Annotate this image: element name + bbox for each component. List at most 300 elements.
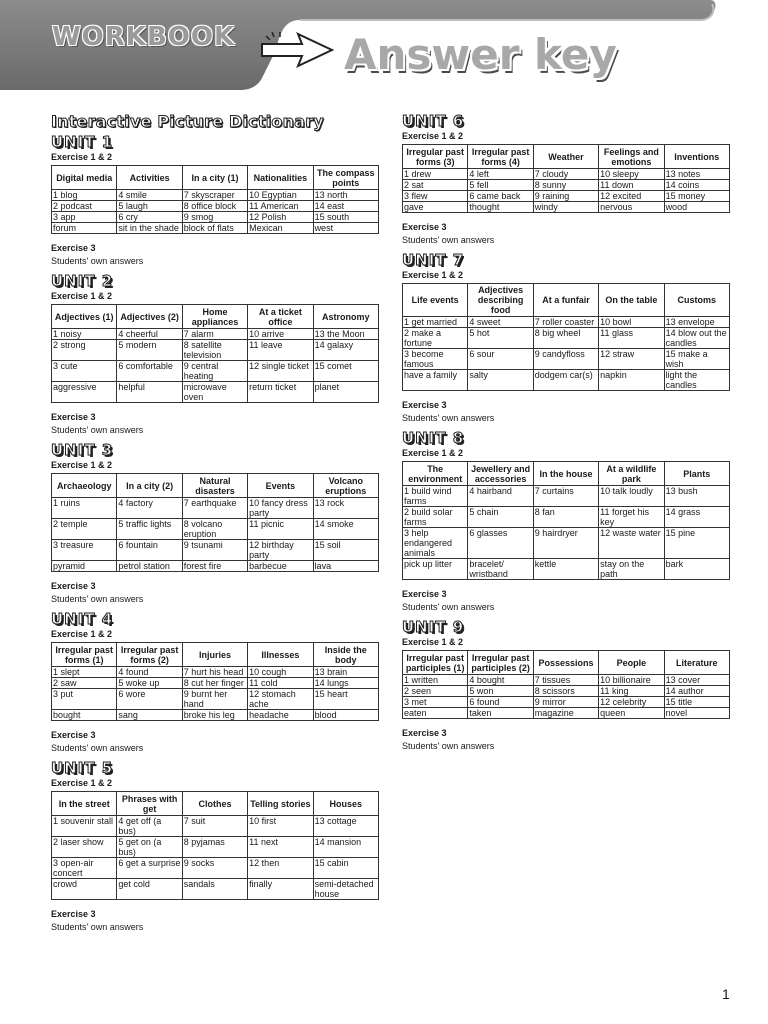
table-cell: 15 make a wish [664, 349, 729, 370]
table-cell: 6 came back [468, 191, 533, 202]
unit-6 [402, 112, 730, 245]
table-cell: taken [468, 708, 533, 719]
table-header-row [52, 792, 379, 816]
exercise-label: Exercise 1 & 2 [402, 131, 464, 141]
table-cell: 10 bowl [599, 317, 664, 328]
table-cell: 12 single ticket [248, 361, 313, 382]
table-cell: 3 become famous [403, 349, 468, 370]
table-cell: 14 author [664, 686, 729, 697]
table-cell: pick up litter [403, 559, 468, 580]
exercise-3-label: Exercise 3 [402, 222, 447, 232]
exercise-3-label: Exercise 3 [51, 581, 96, 591]
table-cell: forest fire [182, 561, 247, 572]
unit-title: UNIT 5 [51, 759, 114, 777]
table-cell: 11 forget his key [599, 507, 664, 528]
column-header: Inside the body [313, 643, 378, 667]
unit-title: UNIT 2 [51, 272, 114, 290]
table-cell: microwave oven [182, 382, 247, 403]
table-row [403, 169, 730, 180]
table-cell: 8 scissors [533, 686, 598, 697]
students-answer-note: Students' own answers [51, 425, 144, 435]
table-cell: 4 cheerful [117, 329, 182, 340]
column-header: Injuries [182, 643, 247, 667]
table-cell: 6 sour [468, 349, 533, 370]
table-cell: 3 cute [52, 361, 117, 382]
table-cell: 5 won [468, 686, 533, 697]
table-cell: 10 sleepy [599, 169, 664, 180]
column-header: Adjectives describing food [468, 284, 533, 317]
table-cell: 9 smog [182, 212, 247, 223]
table-cell: helpful [117, 382, 182, 403]
right-column [402, 112, 730, 757]
table-cell: 14 lungs [313, 678, 378, 689]
table-cell: 9 central heating [182, 361, 247, 382]
column-header: In a city (1) [182, 166, 247, 190]
table-row [52, 223, 379, 234]
unit-title: UNIT 7 [402, 251, 465, 269]
table-cell: 1 written [403, 675, 468, 686]
column-header: Archaeology [52, 474, 117, 498]
table-cell: 15 money [664, 191, 729, 202]
table-row [403, 202, 730, 213]
table-cell: 8 satellite television [182, 340, 247, 361]
table-cell: sandals [182, 879, 247, 900]
exercise-label: Exercise 1 & 2 [402, 448, 464, 458]
table-cell: 7 roller coaster [533, 317, 598, 328]
column-header: Irregular past participles (1) [403, 651, 468, 675]
table-cell: 7 alarm [182, 329, 247, 340]
table-row [52, 667, 379, 678]
table-cell: aggressive [52, 382, 117, 403]
column-header: The environment [403, 462, 468, 486]
table-cell: 3 help endangered animals [403, 528, 468, 559]
table-cell: 3 app [52, 212, 117, 223]
column-header: Feelings and emotions [599, 145, 664, 169]
column-header: Adjectives (2) [117, 305, 182, 329]
table-cell: get cold [117, 879, 182, 900]
left-column [51, 112, 379, 938]
table-row [52, 329, 379, 340]
table-cell: 8 sunny [533, 180, 598, 191]
column-header: Irregular past forms (3) [403, 145, 468, 169]
answer-table [402, 461, 730, 580]
table-header-row [52, 305, 379, 329]
table-cell: finally [248, 879, 313, 900]
table-cell: 14 grass [664, 507, 729, 528]
table-cell: 6 found [468, 697, 533, 708]
table-cell: 6 get a surprise [117, 858, 182, 879]
unit-title: UNIT 6 [402, 112, 465, 130]
unit-9 [402, 618, 730, 751]
column-header: Weather [533, 145, 598, 169]
table-cell: planet [313, 382, 378, 403]
table-cell: thought [468, 202, 533, 213]
table-header-row [403, 651, 730, 675]
table-cell: 8 big wheel [533, 328, 598, 349]
students-answer-note: Students' own answers [51, 594, 144, 604]
table-cell: 11 king [599, 686, 664, 697]
table-cell: barbecue [248, 561, 313, 572]
table-row [403, 686, 730, 697]
column-header: Life events [403, 284, 468, 317]
table-cell: 3 open-air concert [52, 858, 117, 879]
table-cell: 11 American [248, 201, 313, 212]
table-cell: 13 bush [664, 486, 729, 507]
exercise-3-label: Exercise 3 [51, 730, 96, 740]
table-cell: 8 cut her finger [182, 678, 247, 689]
table-cell: 7 hurt his head [182, 667, 247, 678]
table-header-row [403, 462, 730, 486]
table-row [52, 190, 379, 201]
table-cell: 13 cover [664, 675, 729, 686]
table-cell: 11 leave [248, 340, 313, 361]
column-header: Astronomy [313, 305, 378, 329]
table-cell: 4 sweet [468, 317, 533, 328]
arrow-icon [258, 26, 338, 72]
students-answer-note: Students' own answers [51, 743, 144, 753]
table-cell: 14 mansion [313, 837, 378, 858]
table-cell: 7 curtains [533, 486, 598, 507]
table-cell: 8 pyjamas [182, 837, 247, 858]
table-cell: 10 arrive [248, 329, 313, 340]
table-cell: 12 then [248, 858, 313, 879]
table-cell: 7 cloudy [533, 169, 598, 180]
column-header: At a ticket office [248, 305, 313, 329]
table-cell: 2 laser show [52, 837, 117, 858]
table-cell: 12 celebrity [599, 697, 664, 708]
column-header: Events [248, 474, 313, 498]
table-row [403, 349, 730, 370]
table-cell: nervous [599, 202, 664, 213]
column-header: The compass points [313, 166, 378, 190]
table-cell: 13 cottage [313, 816, 378, 837]
table-cell: return ticket [248, 382, 313, 403]
unit-title: UNIT 3 [51, 441, 114, 459]
table-cell: semi-detached house [313, 879, 378, 900]
column-header: Possessions [533, 651, 598, 675]
table-cell: 9 socks [182, 858, 247, 879]
answer-table [51, 473, 379, 572]
table-cell: 4 hairband [468, 486, 533, 507]
table-cell: 13 the Moon [313, 329, 378, 340]
unit-1 [51, 133, 379, 266]
table-cell: sit in the shade [117, 223, 182, 234]
table-row [403, 559, 730, 580]
table-cell: 2 build solar farms [403, 507, 468, 528]
unit-8 [402, 429, 730, 612]
table-cell: 2 make a fortune [403, 328, 468, 349]
table-cell: 1 get married [403, 317, 468, 328]
table-cell: stay on the path [599, 559, 664, 580]
table-cell: 3 met [403, 697, 468, 708]
table-cell: 6 comfortable [117, 361, 182, 382]
table-row [403, 370, 730, 391]
answer-table [51, 791, 379, 900]
table-row [403, 697, 730, 708]
unit-2 [51, 272, 379, 435]
table-row [52, 201, 379, 212]
table-cell: 7 earthquake [182, 498, 247, 519]
answer-table [51, 165, 379, 234]
column-header: Inventions [664, 145, 729, 169]
page-number: 1 [722, 986, 730, 1002]
table-cell: 3 flew [403, 191, 468, 202]
table-cell: 10 cough [248, 667, 313, 678]
exercise-label: Exercise 1 & 2 [51, 629, 113, 639]
table-cell: 1 noisy [52, 329, 117, 340]
table-cell: 4 left [468, 169, 533, 180]
table-cell: 14 coins [664, 180, 729, 191]
column-header: Irregular past forms (1) [52, 643, 117, 667]
table-cell: 9 tsunami [182, 540, 247, 561]
table-row [52, 498, 379, 519]
table-cell: 14 east [313, 201, 378, 212]
table-cell: 11 cold [248, 678, 313, 689]
exercise-3-label: Exercise 3 [51, 909, 96, 919]
unit-title: UNIT 1 [51, 133, 114, 151]
table-row [52, 678, 379, 689]
column-header: Clothes [182, 792, 247, 816]
table-cell: 1 slept [52, 667, 117, 678]
table-header-row [52, 474, 379, 498]
table-cell: 9 mirror [533, 697, 598, 708]
column-header: Adjectives (1) [52, 305, 117, 329]
table-row [52, 816, 379, 837]
table-cell: 4 smile [117, 190, 182, 201]
table-cell: 6 fountain [117, 540, 182, 561]
students-answer-note: Students' own answers [51, 922, 144, 932]
table-cell: 1 drew [403, 169, 468, 180]
table-row [403, 191, 730, 202]
table-cell: 10 fancy dress party [248, 498, 313, 519]
exercise-label: Exercise 1 & 2 [51, 291, 113, 301]
table-cell: 1 build wind farms [403, 486, 468, 507]
answer-table [51, 642, 379, 721]
column-header: In a city (2) [117, 474, 182, 498]
column-header: Digital media [52, 166, 117, 190]
answer-table [402, 650, 730, 719]
answer-key-title: Answer key [344, 30, 617, 79]
exercise-label: Exercise 1 & 2 [402, 637, 464, 647]
exercise-label: Exercise 1 & 2 [51, 778, 113, 788]
table-cell: headache [248, 710, 313, 721]
table-cell: 11 picnic [248, 519, 313, 540]
answer-table [51, 304, 379, 403]
column-header: Natural disasters [182, 474, 247, 498]
column-header: Home appliances [182, 305, 247, 329]
column-header: In the street [52, 792, 117, 816]
table-row [52, 858, 379, 879]
table-cell: 13 notes [664, 169, 729, 180]
exercise-label: Exercise 1 & 2 [51, 460, 113, 470]
table-cell: 2 seen [403, 686, 468, 697]
table-cell: 5 modern [117, 340, 182, 361]
table-cell: 14 blow out the candles [664, 328, 729, 349]
table-cell: 11 glass [599, 328, 664, 349]
students-answer-note: Students' own answers [402, 235, 495, 245]
table-row [52, 689, 379, 710]
table-cell: 2 sat [403, 180, 468, 191]
table-cell: west [313, 223, 378, 234]
table-cell: 8 office block [182, 201, 247, 212]
unit-title: UNIT 8 [402, 429, 465, 447]
table-cell: 6 wore [117, 689, 182, 710]
table-cell: 13 north [313, 190, 378, 201]
table-cell: crowd [52, 879, 117, 900]
column-header: Irregular past forms (4) [468, 145, 533, 169]
table-row [403, 180, 730, 191]
table-cell: dodgem car(s) [533, 370, 598, 391]
table-cell: 12 excited [599, 191, 664, 202]
column-header: Illnesses [248, 643, 313, 667]
unit-3 [51, 441, 379, 604]
column-header: Irregular past participles (2) [468, 651, 533, 675]
students-answer-note: Students' own answers [402, 413, 495, 423]
table-cell: light the candles [664, 370, 729, 391]
exercise-3-label: Exercise 3 [402, 728, 447, 738]
table-cell: 15 south [313, 212, 378, 223]
table-cell: 9 hairdryer [533, 528, 598, 559]
table-cell: novel [664, 708, 729, 719]
table-cell: forum [52, 223, 117, 234]
table-cell: 4 found [117, 667, 182, 678]
table-cell: 5 traffic lights [117, 519, 182, 540]
table-cell: 4 factory [117, 498, 182, 519]
table-cell: 5 laugh [117, 201, 182, 212]
table-cell: salty [468, 370, 533, 391]
table-cell: 12 straw [599, 349, 664, 370]
table-cell: 12 birthday party [248, 540, 313, 561]
unit-4 [51, 610, 379, 753]
unit-title: UNIT 4 [51, 610, 114, 628]
table-cell: 14 galaxy [313, 340, 378, 361]
table-cell: 14 smoke [313, 519, 378, 540]
column-header: Irregular past forms (2) [117, 643, 182, 667]
table-cell: 13 envelope [664, 317, 729, 328]
table-cell: 4 get off (a bus) [117, 816, 182, 837]
table-cell: 13 rock [313, 498, 378, 519]
column-header: Volcano eruptions [313, 474, 378, 498]
dictionary-title: Interactive Picture Dictionary [51, 112, 324, 131]
table-cell: eaten [403, 708, 468, 719]
answer-table [402, 283, 730, 391]
students-answer-note: Students' own answers [402, 741, 495, 751]
table-cell: bark [664, 559, 729, 580]
table-cell: 12 Polish [248, 212, 313, 223]
table-cell: bracelet/ wristband [468, 559, 533, 580]
table-cell: 7 skyscraper [182, 190, 247, 201]
column-header: Literature [664, 651, 729, 675]
table-cell: 10 first [248, 816, 313, 837]
table-cell: 15 soil [313, 540, 378, 561]
table-header-row [52, 643, 379, 667]
table-row [403, 528, 730, 559]
table-cell: 2 temple [52, 519, 117, 540]
exercise-label: Exercise 1 & 2 [402, 270, 464, 280]
table-row [52, 382, 379, 403]
table-row [52, 837, 379, 858]
table-cell: 6 cry [117, 212, 182, 223]
table-cell: broke his leg [182, 710, 247, 721]
exercise-3-label: Exercise 3 [402, 400, 447, 410]
table-cell: block of flats [182, 223, 247, 234]
table-cell: kettle [533, 559, 598, 580]
table-row [52, 361, 379, 382]
table-row [52, 879, 379, 900]
table-cell: lava [313, 561, 378, 572]
table-cell: 1 souvenir stall [52, 816, 117, 837]
table-cell: 7 tissues [533, 675, 598, 686]
table-row [52, 540, 379, 561]
table-cell: 12 stomach ache [248, 689, 313, 710]
column-header: People [599, 651, 664, 675]
column-header: In the house [533, 462, 598, 486]
answer-table [402, 144, 730, 213]
table-header-row [52, 166, 379, 190]
column-header: On the table [599, 284, 664, 317]
table-cell: 15 pine [664, 528, 729, 559]
unit-title: UNIT 9 [402, 618, 465, 636]
students-answer-note: Students' own answers [51, 256, 144, 266]
table-row [52, 212, 379, 223]
column-header: Activities [117, 166, 182, 190]
column-header: Phrases with get [117, 792, 182, 816]
table-cell: 12 waste water [599, 528, 664, 559]
table-cell: 9 candyfloss [533, 349, 598, 370]
column-header: Telling stories [248, 792, 313, 816]
column-header: Jewellery and accessories [468, 462, 533, 486]
table-cell: 10 billionaire [599, 675, 664, 686]
unit-5 [51, 759, 379, 932]
table-row [52, 519, 379, 540]
table-cell: 2 saw [52, 678, 117, 689]
column-header: Plants [664, 462, 729, 486]
column-header: At a funfair [533, 284, 598, 317]
table-row [403, 317, 730, 328]
students-answer-note: Students' own answers [402, 602, 495, 612]
table-cell: 5 hot [468, 328, 533, 349]
table-cell: 4 bought [468, 675, 533, 686]
table-cell: 11 next [248, 837, 313, 858]
unit-7 [402, 251, 730, 423]
column-header: At a wildlife park [599, 462, 664, 486]
table-header-row [403, 145, 730, 169]
column-header: Nationalities [248, 166, 313, 190]
table-cell: 15 comet [313, 361, 378, 382]
table-row [403, 507, 730, 528]
table-cell: magazine [533, 708, 598, 719]
table-cell: 3 treasure [52, 540, 117, 561]
table-cell: 9 raining [533, 191, 598, 202]
exercise-3-label: Exercise 3 [51, 412, 96, 422]
table-cell: 2 strong [52, 340, 117, 361]
table-cell: gave [403, 202, 468, 213]
table-cell: 15 title [664, 697, 729, 708]
table-header-row [403, 284, 730, 317]
table-cell: 5 chain [468, 507, 533, 528]
table-cell: 5 fell [468, 180, 533, 191]
table-cell: blood [313, 710, 378, 721]
column-header: Houses [313, 792, 378, 816]
table-cell: windy [533, 202, 598, 213]
table-cell: sang [117, 710, 182, 721]
exercise-3-label: Exercise 3 [51, 243, 96, 253]
table-cell: 15 heart [313, 689, 378, 710]
table-cell: 5 get on (a bus) [117, 837, 182, 858]
table-cell: 1 ruins [52, 498, 117, 519]
table-row [52, 340, 379, 361]
table-cell: 8 fan [533, 507, 598, 528]
